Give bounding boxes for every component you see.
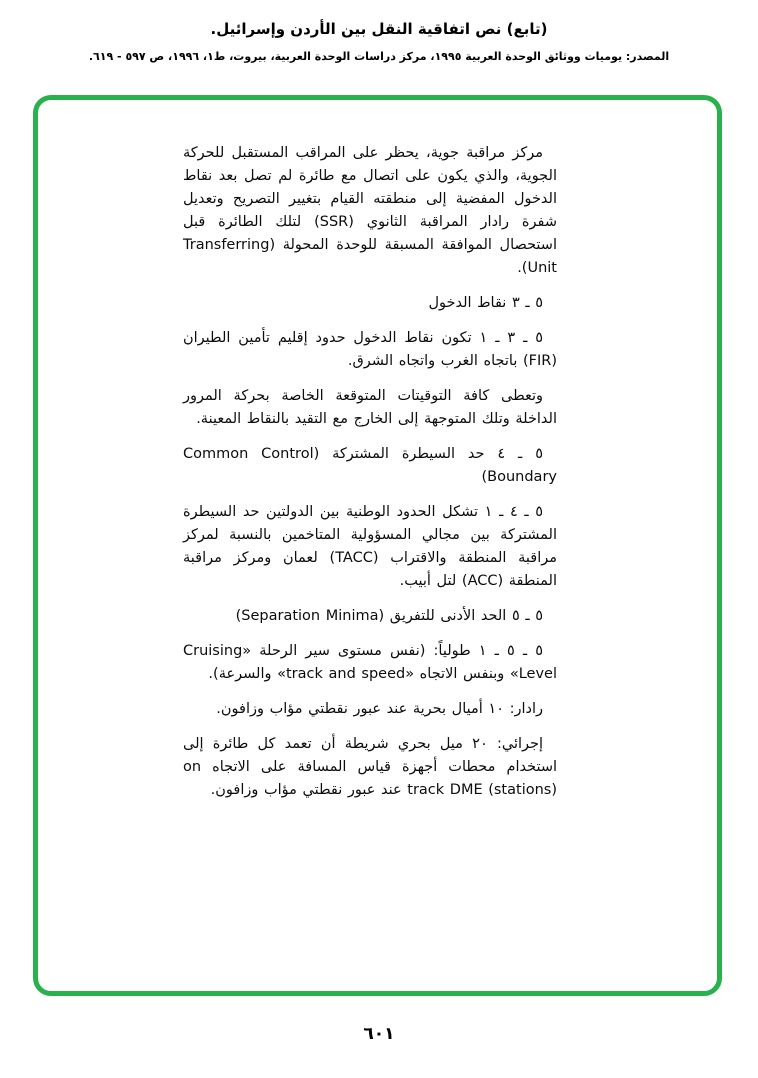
body-paragraph: وتعطى كافة التوقيتات المتوقعة الخاصة بحركة المرور الداخلة وتلك المتوجهة إلى الخارج مع التقيد بالنقاط المعينة.: [183, 388, 557, 427]
page-header: [0, 0, 758, 63]
body-paragraph: ٥ ـ ٤ ـ ١ تشكل الحدود الوطنية بين الدولتين حد السيطرة المشتركة بين مجالي المسؤولية المتاخمين بالنسبة لمركز مراقبة المنطقة والاقتراب (TACC) لعمان ومركز مراقبة المنطقة (ACC) لتل أبيب.: [183, 504, 557, 589]
section-heading: ٥ ـ ٤ حد السيطرة المشتركة (Common Control Boundary): [183, 446, 557, 485]
content-frame: [33, 95, 722, 996]
body-paragraph: ٥ ـ ٣ ـ ١ تكون نقاط الدخول حدود إقليم تأمين الطيران (FIR) باتجاه الغرب واتجاه الشرق.: [183, 330, 557, 369]
page-number: ٦٠١: [363, 1024, 395, 1044]
body-paragraph: مركز مراقبة جوية، يحظر على المراقب المستقبل للحركة الجوية، والذي يكون على اتصال مع طائرة لم تصل بعد نقاط الدخول المفضية إلى منطقته القيام بتغيير التصريح وتعديل شفرة رادار المراقبة الثانوي (SSR) لتلك الطائرة قبل استحصال الموافقة المسبقة للوحدة المحولة (Transferring Unit).: [183, 145, 558, 276]
source-citation: المصدر: يوميات ووثائق الوحدة العربية ١٩٩٥، مركز دراسات الوحدة العربية، بيروت، ط١، ١٩٩٦، ص ٥٩٧ - ٦١٩.: [88, 50, 670, 63]
body-paragraph: رادار: ١٠ أميال بحرية عند عبور نقطتي مؤاب وزافون.: [216, 701, 543, 717]
section-heading: ٥ ـ ٣ نقاط الدخول: [428, 295, 543, 311]
body-text: [38, 100, 717, 802]
body-paragraph: ٥ ـ ٥ ـ ١ طولياً: (نفس مستوى سير الرحلة «Cruising Level» وبنفس الاتجاه «track and speed» والسرعة).: [183, 643, 557, 682]
section-heading: ٥ ـ ٥ الحد الأدنى للتفريق (Separation Minima): [235, 608, 543, 624]
body-paragraph: إجرائي: ٢٠ ميل بحري شريطة أن تعمد كل طائرة إلى استخدام محطات أجهزة قياس المسافة على الاتجاه on track DME (stations) عند عبور نقطتي مؤاب وزافون.: [183, 736, 557, 798]
document-title: (تابع) نص اتفاقية النقل بين الأردن وإسرائيل.: [210, 20, 548, 38]
